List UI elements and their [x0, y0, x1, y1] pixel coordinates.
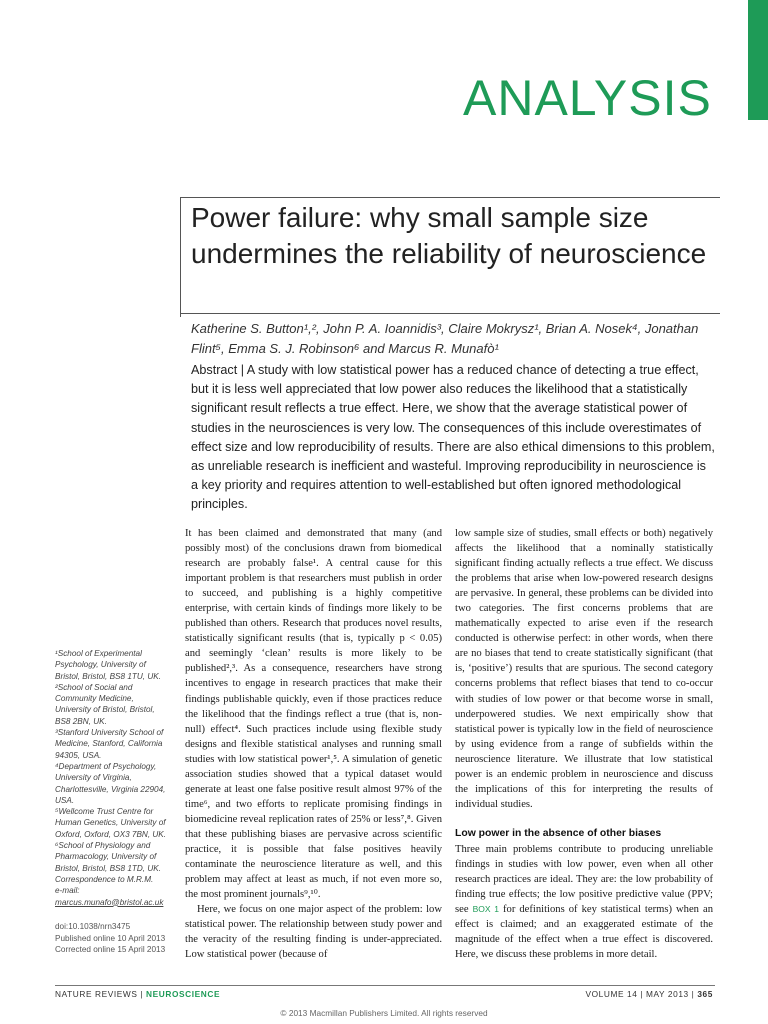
- section-heading: Low power in the absence of other biases: [455, 827, 662, 839]
- title-box-bottom-rule: [180, 313, 720, 314]
- email-label: e-mail:: [55, 886, 80, 896]
- article-title: Power failure: why small sample size undermines the reliability of neuroscience: [191, 202, 707, 269]
- corrected-date: Corrected online 15 April 2013: [55, 945, 166, 954]
- box-reference-link[interactable]: BOX 1: [472, 904, 499, 915]
- affiliation-6: ⁶School of Physiology and Pharmacology, University of Bristol, Bristol, BS8 1TD, UK.: [55, 841, 162, 873]
- footer-issue: [560, 989, 713, 999]
- paragraph-text: Three main problems contribute to producing unreliable findings in studies with low power, even when all other research practices are ideal. They are: the low probability of finding true effects; the low positive predictive value (PPV; see: [455, 843, 713, 916]
- published-date: Published online 10 April 2013: [55, 933, 166, 943]
- author-list: Katherine S. Button¹,², John P. A. Ioannidis³, Claire Mokrysz¹, Brian A. Nosek⁴, Jonathan Flint⁵, Emma S. J. Robinson⁶ and Marcus R. Munafò¹: [191, 321, 699, 356]
- paragraph: It has been claimed and demonstrated that many (and possibly most) of the conclusions drawn from biomedical research are probably false¹. A central cause for this important problem is that researchers must publish in order to succeed, and publishing is a highly competitive enterprise, with certain kinds of findings more likely to be published than others. Research that produces novel results, statistically significant results (that is, typically p < 0.05) and seemingly ‘clean’ results is more likely to be published²,³. As a consequence, researchers have strong incentives to engage in research practices that make their findings publishable quickly, even if those practices reduce the likelihood that the findings reflect a true (that is, non-null) effect⁴. Such practices include using flexible study designs and flexible statistical analyses and running small studies with low statistical power¹,⁵. A simulation of genetic association studies showed that a typical dataset would generate at least one false positive result almost 97% of the time⁶, and two efforts to replicate promising findings in biomedicine reveal replication rates of 25% or less⁷,⁸. Given that these publishing biases are pervasive across scientific practice, it is possible that false positives heavily contaminate the neuroscience literature as well, and this problem may affect at least as much, if not even more so, the most prominent journals⁹,¹⁰.: [185, 528, 442, 901]
- doi: doi:10.1038/nrn3475: [55, 922, 131, 931]
- footer-rule: [55, 985, 715, 986]
- journal-subject: NEUROSCIENCE: [146, 989, 221, 999]
- title-box-left-rule: [180, 197, 181, 317]
- email-line: [55, 885, 170, 908]
- affiliation-1: ¹School of Experimental Psychology, University of Bristol, Bristol, BS8 1TU, UK.: [55, 649, 162, 681]
- body-column-2: [455, 526, 713, 962]
- paragraph: [455, 842, 713, 962]
- affiliations-sidebar: [55, 648, 170, 908]
- journal-separator: |: [137, 989, 147, 999]
- body-column-1: [185, 526, 442, 962]
- copyright: © 2013 Macmillan Publishers Limited. All rights reserved: [280, 1008, 488, 1018]
- email-link[interactable]: marcus.munafo@bristol.ac.uk: [55, 897, 164, 907]
- abstract: Abstract | A study with low statistical power has a reduced chance of detecting a true effect, but it is less well appreciated that low power also reduces the likelihood that a statistically significant result reflects a true effect. Here, we show that the average statistical power of studies in the neurosciences is very low. The consequences of this include overestimates of effect size and low reproducibility of results. There are also ethical dimensions to this problem, as unreliable research is inefficient and wasteful. Improving reproducibility in neuroscience is a key priority and requires attention to well-established but often ignored methodological principles.: [191, 363, 715, 512]
- page-number: 365: [697, 989, 713, 999]
- affiliation-3: ³Stanford University School of Medicine, Stanford, California 94305, USA.: [55, 728, 164, 760]
- section-color-tab: [748, 0, 768, 120]
- affiliation-2: ²School of Social and Community Medicine, University of Bristol, Bristol, BS8 2BN, UK.: [55, 682, 155, 726]
- paragraph: low sample size of studies, small effects or both) negatively affects the likelihood that a nominally statistically significant finding actually reflects a true effect. We discuss the problems that arise when low-powered research designs are pervasive. In general, these problems can be divided into two categories. The first concerns problems that are mathematically expected to arise even if the research conducted is otherwise perfect: in other words, when there are no biases that tend to create statistically significant (that is, ‘positive’) results that are spurious. The second category concerns problems that reflect biases that tend to co-occur with studies of low power or that become worse in small, underpowered studies. We next empirically show that statistical power is typically low in the field of neuroscience by using evidence from a range of subfields within the neuroscience literature. We illustrate that low statistical power is an endemic problem in neuroscience and discuss the implications of this for interpreting the results of individual studies.: [455, 528, 713, 810]
- issue-info: VOLUME 14 | MAY 2013 |: [585, 989, 698, 999]
- title-box-top-rule: [180, 197, 720, 198]
- paragraph-text: for definitions of key statistical terms) when an effect is claimed; and an exaggerated estimate of the magnitude of the effect when a true effect is discovered. Here, we discuss these problems in more detail.: [455, 904, 713, 961]
- paragraph: Here, we focus on one major aspect of the problem: low statistical power. The relationship between study power and the veracity of the resulting finding is under-appreciated. Low statistical power (because of: [185, 904, 442, 961]
- footer-journal: [55, 989, 220, 999]
- section-title: ANALYSIS: [463, 70, 712, 126]
- publication-meta: [55, 921, 175, 956]
- affiliation-4: ⁴Department of Psychology, University of Virginia, Charlottesville, Virginia 22904, USA.: [55, 761, 166, 805]
- affiliation-5: ⁵Wellcome Trust Centre for Human Genetics, University of Oxford, Oxford, OX3 7BN, UK.: [55, 807, 167, 839]
- journal-name: NATURE REVIEWS: [55, 989, 138, 999]
- correspondence: Correspondence to M.R.M.: [55, 874, 154, 884]
